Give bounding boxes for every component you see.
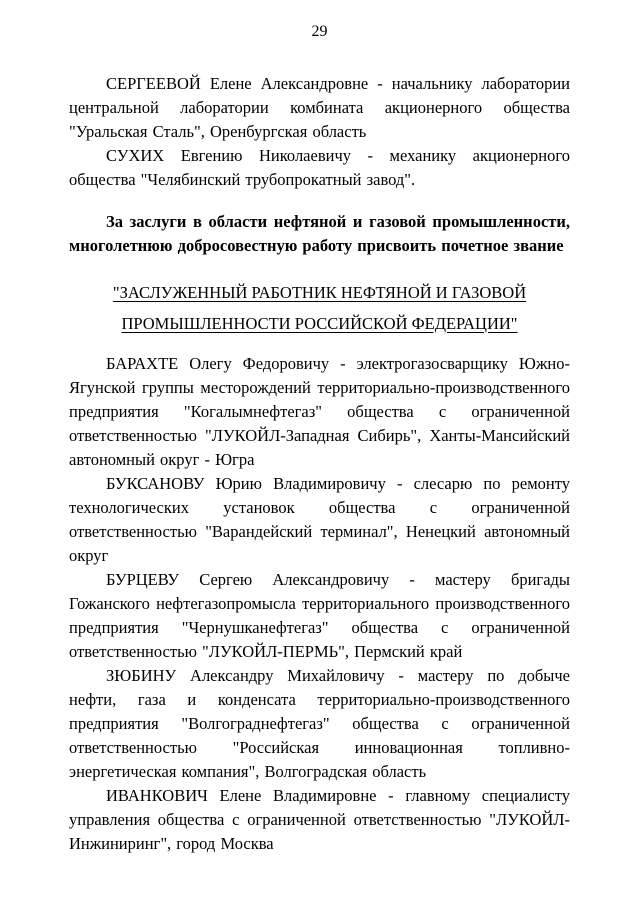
page-number: 29	[311, 23, 328, 40]
recipient-entry: БАРАХТЕ Олегу Федоровичу - электрогазосварщику Южно-Ягунской группы месторождений территориально-производственного предприятия "Когалымнефтегаз" общества с ограниченной ответственностью "ЛУКОЙЛ-Западная Сибирь", Ханты-Мансийский автономный округ - Югра	[69, 354, 570, 469]
recipient-entry: ИВАНКОВИЧ Елене Владимировне - главному специалисту управления общества с ограниченной ответственностью "ЛУКОЙЛ-Инжиниринг", город Москва	[69, 786, 570, 853]
recipient-entry: ЗЮБИНУ Александру Михайловичу - мастеру по добыче нефти, газа и конденсата территориально-производственного предприятия "Волгограднефтегаз" общества с ограниченной ответственностью "Российская инновационная топливно-энергетическая компания", Волгоградская область	[69, 666, 570, 781]
decree-statement: За заслуги в области нефтяной и газовой промышленности, многолетнюю добросовестную работу присвоить почетное звание	[69, 212, 570, 255]
award-entry: СЕРГЕЕВОЙ Елене Александровне - начальнику лаборатории центральной лаборатории комбината акционерного общества "Уральская Сталь", Оренбургская область	[69, 74, 570, 141]
recipient-entry: БУКСАНОВУ Юрию Владимировичу - слесарю по ремонту технологических установок общества с ограниченной ответственностью "Варандейский терминал", Ненецкий автономный округ	[69, 474, 570, 565]
honorary-title-heading: "ЗАСЛУЖЕННЫЙ РАБОТНИК НЕФТЯНОЙ И ГАЗОВОЙ ПРОМЫШЛЕННОСТИ РОССИЙСКОЙ ФЕДЕРАЦИИ"	[112, 283, 527, 333]
award-entry: СУХИХ Евгению Николаевичу - механику акционерного общества "Челябинский трубопрокатный завод".	[69, 146, 570, 189]
recipient-entry: БУРЦЕВУ Сергею Александровичу - мастеру бригады Гожанского нефтегазопромысла территориального производственного предприятия "Чернушканефтегаз" общества с ограниченной ответственностью "ЛУКОЙЛ-ПЕРМЬ", Пермский край	[69, 570, 570, 661]
